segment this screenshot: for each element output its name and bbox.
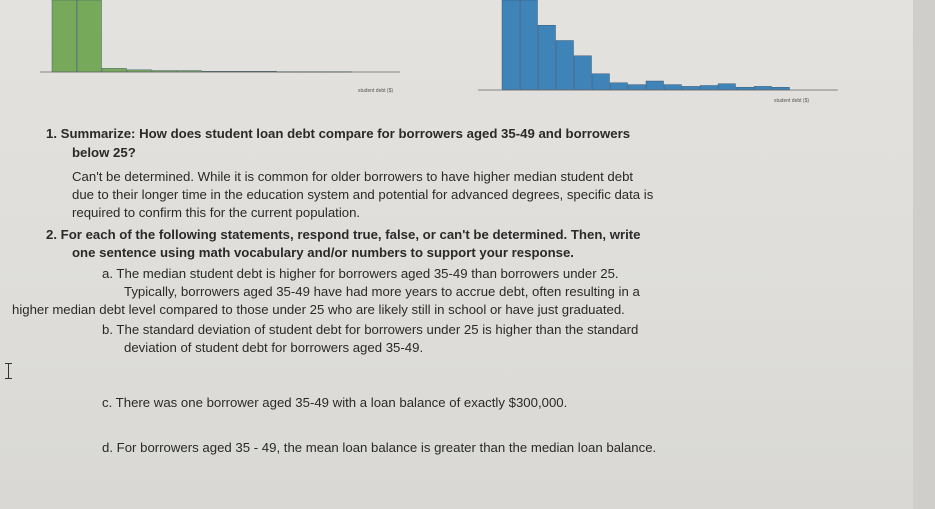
statement-c: c. There was one borrower aged 35-49 with a loan balance of exactly $300,000. bbox=[102, 395, 568, 410]
answer-a-line-2[interactable]: higher median debt level compared to those under 25 who are likely still in school or have just graduated. bbox=[12, 302, 625, 317]
histogram-bar bbox=[77, 0, 102, 72]
question-1-cont: below 25? bbox=[72, 145, 136, 160]
histogram-bar bbox=[772, 87, 790, 90]
x-axis-label: student debt ($) bbox=[358, 88, 394, 94]
histogram-bar bbox=[574, 56, 592, 90]
answer-1-line-2: due to their longer time in the education system and potential for advanced degrees, specific data is bbox=[72, 187, 654, 202]
histogram-bar bbox=[102, 68, 127, 72]
histogram-bar bbox=[538, 25, 556, 90]
question-2-cont: one sentence using math vocabulary and/or numbers to support your response. bbox=[72, 245, 574, 260]
histogram-bar bbox=[592, 74, 610, 90]
statement-a: a. The median student debt is higher for borrowers aged 35-49 than borrowers under 25. bbox=[102, 266, 619, 281]
histogram-bar bbox=[502, 0, 520, 90]
histogram-bar bbox=[646, 81, 664, 90]
histogram-bar bbox=[682, 86, 700, 90]
answer-a-line-1[interactable]: Typically, borrowers aged 35-49 have had more years to accrue debt, often resulting in a bbox=[124, 284, 640, 299]
statement-b-line-1: b. The standard deviation of student debt for borrowers under 25 is higher than the standard bbox=[102, 322, 639, 337]
statement-d: d. For borrowers aged 35 - 49, the mean loan balance is greater than the median loan balance. bbox=[102, 440, 657, 455]
histogram-bar bbox=[754, 86, 772, 90]
histogram-bar bbox=[736, 87, 754, 90]
x-axis-label: student debt ($) bbox=[774, 98, 810, 104]
histogram-bar bbox=[700, 86, 718, 91]
histogram-bar bbox=[718, 84, 736, 90]
question-2: 2. For each of the following statements, respond true, false, or can't be determined. Then, write bbox=[46, 227, 641, 242]
histogram-bar bbox=[52, 0, 77, 72]
statement-b-line-2: deviation of student debt for borrowers aged 35-49. bbox=[124, 340, 424, 355]
answer-1-line-3: required to confirm this for the current population. bbox=[72, 205, 361, 220]
histogram-bar bbox=[520, 0, 538, 90]
histogram-right bbox=[478, 0, 848, 106]
page-edge bbox=[913, 0, 935, 509]
text-cursor-icon bbox=[8, 363, 15, 379]
histogram-bar bbox=[556, 41, 574, 91]
question-1: 1. Summarize: How does student loan debt compare for borrowers aged 35-49 and borrowers bbox=[46, 126, 631, 141]
answer-1-line-1: Can't be determined. While it is common for older borrowers to have higher median student debt bbox=[72, 169, 634, 184]
histogram-bar bbox=[610, 83, 628, 90]
histogram-bar bbox=[664, 85, 682, 90]
histogram-left bbox=[40, 0, 410, 100]
histogram-bar bbox=[628, 85, 646, 90]
